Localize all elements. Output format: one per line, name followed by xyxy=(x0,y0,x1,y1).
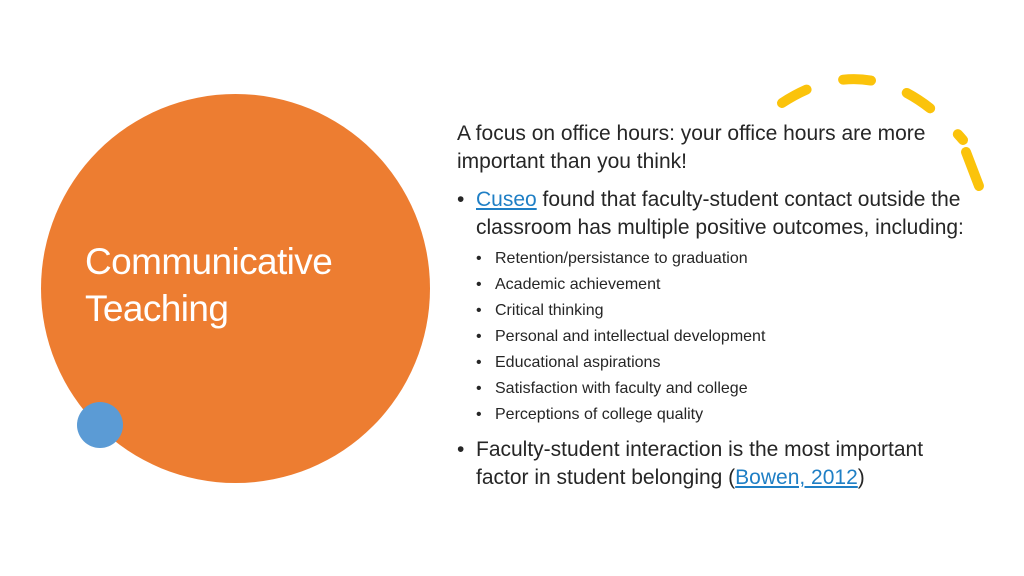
bullet-glyph: • xyxy=(476,302,482,319)
intro-text: A focus on office hours: your office hours are more important than you think! xyxy=(457,122,926,173)
sub-list-item xyxy=(476,350,977,376)
bullet-text: found that faculty-student contact outside the classroom has multiple positive outcomes, including: xyxy=(476,188,964,239)
close-paren: ) xyxy=(857,466,865,489)
bullet-glyph: • xyxy=(476,406,482,423)
sub-item-text: Personal and intellectual development xyxy=(495,328,766,345)
content-body xyxy=(457,120,977,500)
outcomes-sublist xyxy=(476,246,977,428)
bowen-citation-link[interactable]: Bowen, 2012 xyxy=(735,466,858,489)
list-item xyxy=(457,436,977,492)
bullet-glyph: • xyxy=(476,250,482,267)
sub-item-text: Critical thinking xyxy=(495,302,604,319)
open-paren: ( xyxy=(722,466,736,489)
sub-list-item xyxy=(476,376,977,402)
sub-item-text: Educational aspirations xyxy=(495,354,661,371)
list-item xyxy=(457,186,977,428)
bullet-glyph: • xyxy=(476,380,482,397)
bullet-glyph: • xyxy=(476,276,482,293)
sub-list-item xyxy=(476,272,977,298)
bullet-glyph: • xyxy=(476,354,482,371)
cuseo-link[interactable]: Cuseo xyxy=(476,188,537,211)
sub-item-text: Perceptions of college quality xyxy=(495,406,704,423)
bullet-glyph: • xyxy=(457,188,465,211)
bullet-text: Faculty-student interaction is the most important factor in student belonging xyxy=(476,438,924,489)
sub-list-item xyxy=(476,246,977,272)
slide-title: Communicative Teaching xyxy=(85,241,333,329)
sub-list-item xyxy=(476,402,977,428)
bullet-glyph: • xyxy=(476,328,482,345)
sub-item-text: Academic achievement xyxy=(495,276,661,293)
sub-list-item xyxy=(476,324,977,350)
bullet-glyph: • xyxy=(457,438,465,461)
sub-item-text: Retention/persistance to graduation xyxy=(495,250,748,267)
sub-list-item xyxy=(476,298,977,324)
sub-item-text: Satisfaction with faculty and college xyxy=(495,380,748,397)
blue-dot-decoration xyxy=(77,402,123,448)
main-bullet-list xyxy=(457,186,977,492)
